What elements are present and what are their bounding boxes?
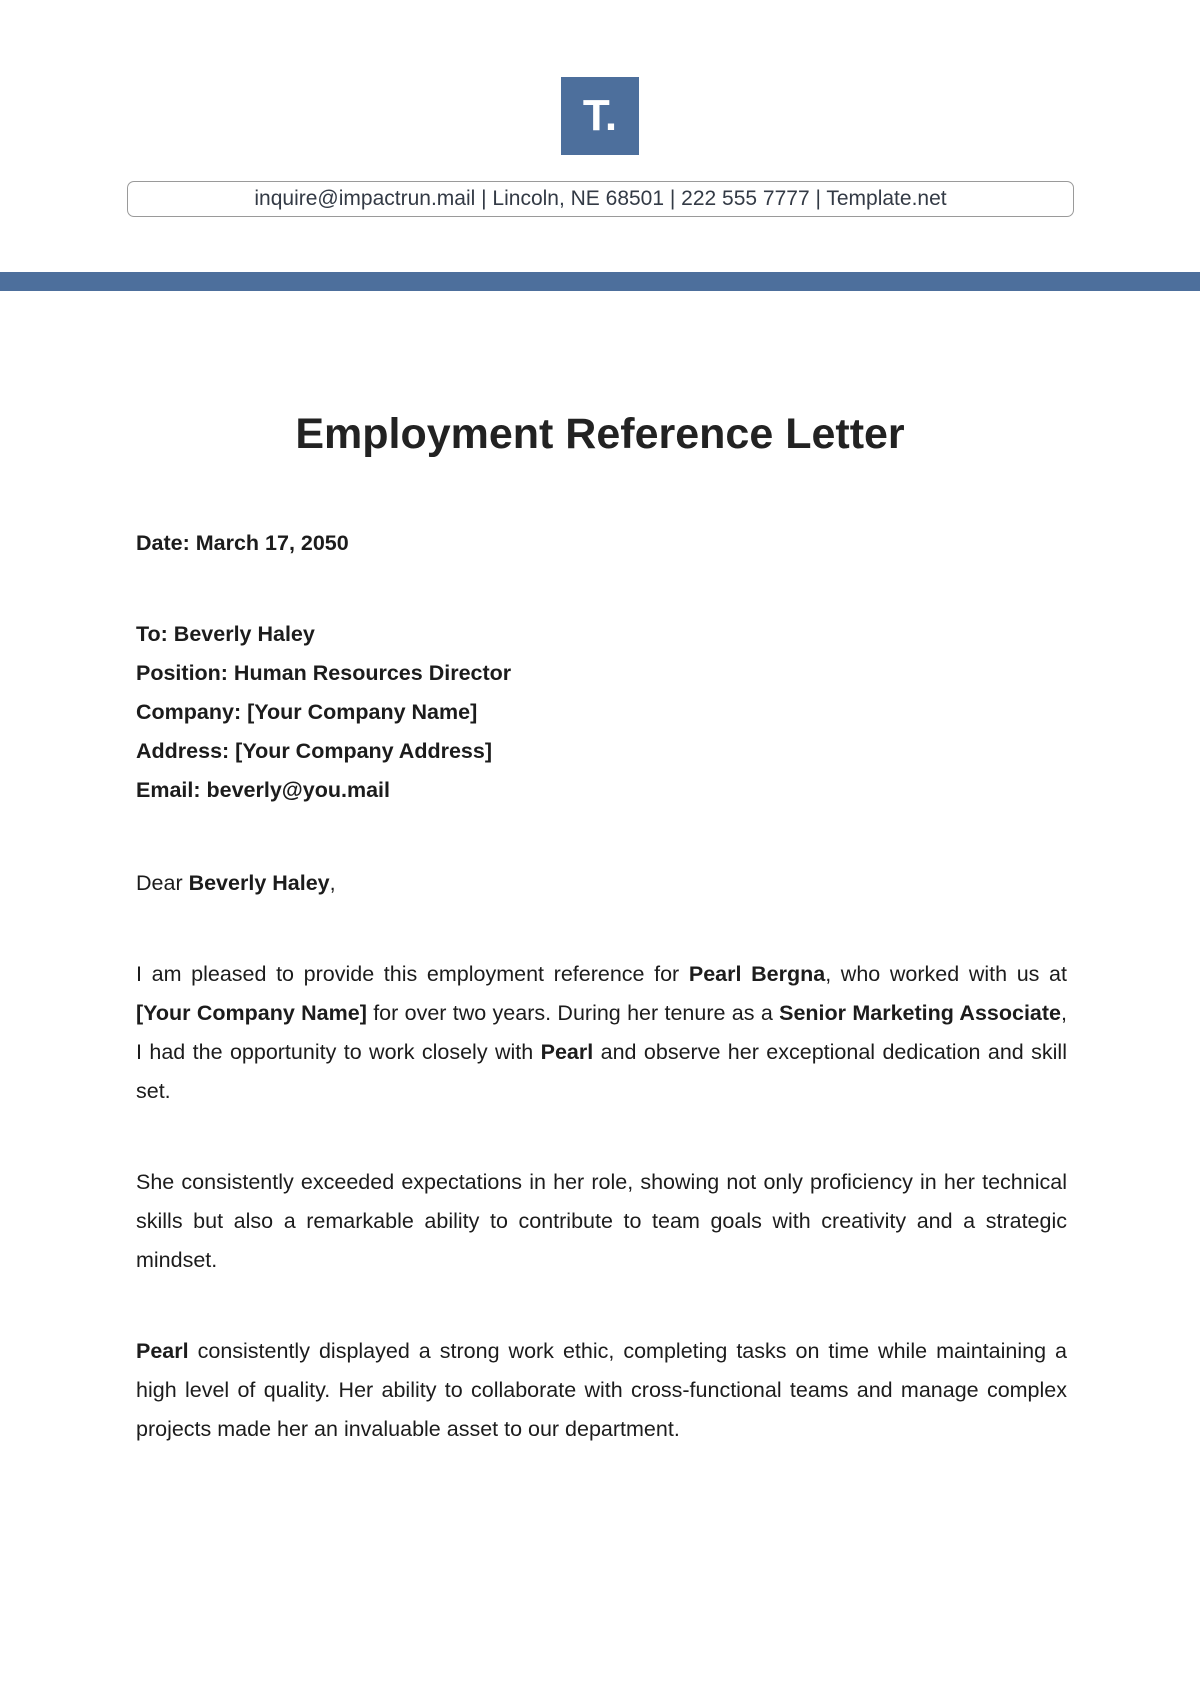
recipient-block bbox=[136, 615, 1067, 810]
paragraph-1 bbox=[136, 955, 1067, 1111]
paragraph-2: She consistently exceeded expectations in her role, showing not only proficiency in her technical skills but also a remarkable ability to contribute to team goals with creativity and a strategic mindset. bbox=[136, 1170, 1067, 1272]
recipient-to: To: Beverly Haley bbox=[136, 622, 315, 646]
page-title: Employment Reference Letter bbox=[295, 410, 905, 458]
recipient-email: Email: beverly@you.mail bbox=[136, 778, 390, 802]
recipient-company: Company: [Your Company Name] bbox=[136, 700, 478, 724]
p1-text: for over two years. During her tenure as a bbox=[366, 1001, 780, 1025]
paragraph-3 bbox=[136, 1332, 1067, 1449]
p1-first-name: Pearl bbox=[540, 1040, 594, 1064]
p1-candidate-name: Pearl Bergna bbox=[688, 962, 826, 986]
p1-company: [Your Company Name] bbox=[136, 1001, 367, 1025]
contact-info: inquire@impactrun.mail | Lincoln, NE 68501 | 222 555 7777 | Template.net bbox=[127, 181, 1074, 217]
p3-text: consistently displayed a strong work ethic, completing tasks on time while maintaining a high level of quality. Her ability to collaborate with cross-functional teams and manage complex projects made her an invaluable asset to our department. bbox=[136, 1339, 1067, 1441]
salutation bbox=[136, 864, 1067, 903]
salutation-name: Beverly Haley bbox=[188, 871, 330, 895]
p1-text: and observe her exceptional dedication and skill set. bbox=[136, 1040, 1067, 1103]
recipient-address: Address: [Your Company Address] bbox=[136, 739, 492, 763]
recipient-position: Position: Human Resources Director bbox=[136, 661, 512, 685]
company-logo: T. bbox=[561, 77, 639, 155]
p1-text: , who worked with us at bbox=[825, 962, 1067, 986]
letter-date: Date: March 17, 2050 bbox=[136, 531, 349, 555]
p1-job-title: Senior Marketing Associate bbox=[779, 1001, 1061, 1025]
p1-text: I am pleased to provide this employment reference for bbox=[136, 962, 689, 986]
salutation-suffix: , bbox=[329, 871, 336, 895]
p3-first-name: Pearl bbox=[136, 1339, 189, 1363]
salutation-prefix: Dear bbox=[136, 871, 189, 895]
p1-text: , I had the opportunity to work closely with bbox=[136, 1001, 1067, 1064]
header-divider-bar bbox=[0, 272, 1200, 291]
